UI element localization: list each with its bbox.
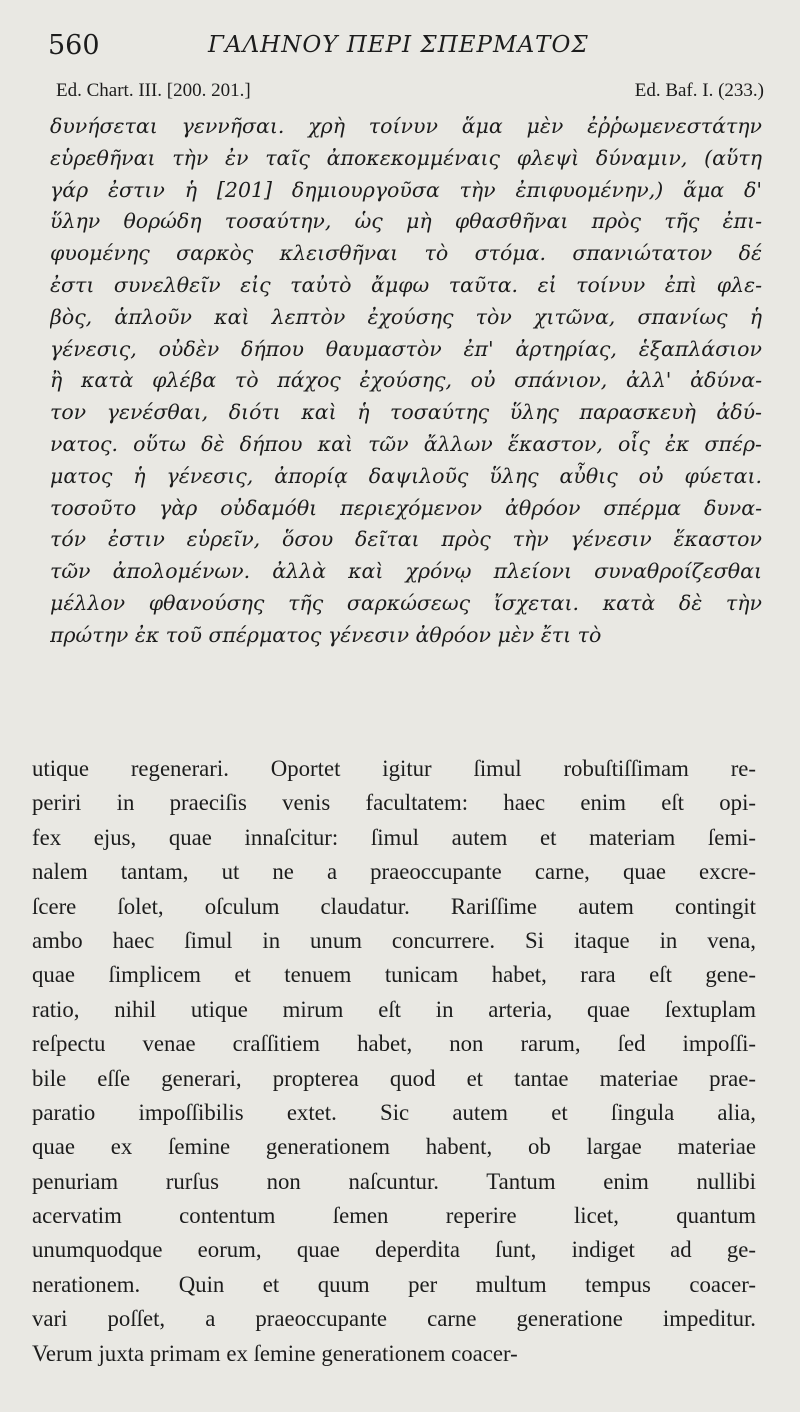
greek-text-line: τόν ἐστιν εὑρεῖν, ὅσου δεῖται πρὸς τὴν γένεσιν ἕκαστον — [50, 527, 762, 552]
latin-text-line: quae ſimplicem et tenuem tunicam habet, rara eſt gene- — [32, 962, 756, 988]
latin-text-block — [32, 752, 756, 1371]
latin-text-line: ambo haec ſimul in unum concurrere. Si itaque in vena, — [32, 927, 756, 953]
edition-reference-right: Ed. Baf. I. (233.) — [634, 80, 764, 101]
page-number: 560 — [48, 30, 100, 61]
greek-text-line: βὸς, ἁπλοῦν καὶ λεπτὸν ἐχούσης τὸν χιτῶνα, σπανίως ἡ — [50, 304, 762, 329]
latin-text-line: unumquodque eorum, quae deperdita ſunt, indiget ad ge- — [32, 1237, 756, 1263]
greek-text-line: εὑρεθῆναι τὴν ἐν ταῖς ἀποκεκομμέναις φλεψὶ δύναμιν, (αὕτη — [50, 145, 762, 170]
latin-text-line: acervatim contentum ſemen reperire licet, quantum — [32, 1203, 756, 1229]
page-header — [48, 28, 762, 68]
greek-text-line: πρώτην ἐκ τοῦ σπέρματος γένεσιν ἀθρόον μὲν ἔτι τὸ — [50, 622, 602, 647]
latin-text-line: reſpectu venae craſſitiem habet, non rarum, ſed impoſſi- — [32, 1031, 756, 1057]
greek-text-block — [50, 111, 762, 652]
running-title: ΓΑΛΗΝΟΥ ΠΕΡΙ ΣΠΕΡΜΑΤΟΣ — [208, 32, 589, 58]
greek-text-line: τον γενέσθαι, διότι καὶ ἡ τοσαύτης ὕλης παρασκευὴ ἀδύ- — [50, 400, 762, 425]
greek-text-line: τοσοῦτο γὰρ οὐδαμόθι περιεχόμενον ἀθρόον σπέρμα δυνα- — [50, 495, 762, 520]
greek-text-line: ὕλην θορώδη τοσαύτην, ὡς μὴ φθασθῆναι πρὸς τῆς ἐπι- — [50, 209, 762, 234]
greek-text-line: φυομένης σαρκὸς κλεισθῆναι τὸ στόμα. σπανιώτατον δέ — [50, 241, 762, 266]
greek-text-line: ματος ἡ γένεσις, ἀπορίᾳ δαψιλοῦς ὕλης αὖθις οὐ φύεται. — [50, 463, 762, 488]
greek-text-line: τῶν ἀπολομένων. ἀλλὰ καὶ χρόνῳ πλείονι συναθροίζεσθαι — [50, 559, 762, 584]
greek-text-line: ἢ κατὰ φλέβα τὸ πάχος ἐχούσης, οὐ σπάνιον, ἀλλ' ἀδύνα- — [50, 368, 762, 393]
latin-text-line: Verum juxta primam ex ſemine generationem coacer- — [32, 1340, 518, 1366]
latin-text-line: ratio, nihil utique mirum eſt in arteria, quae ſextuplam — [32, 996, 756, 1022]
latin-text-line: nalem tantam, ut ne a praeoccupante carne, quae excre- — [32, 859, 756, 885]
latin-text-line: penuriam rurſus non naſcuntur. Tantum enim nullibi — [32, 1168, 756, 1194]
latin-text-line: periri in praeciſis venis facultatem: haec enim eſt opi- — [32, 790, 756, 816]
latin-text-line: quae ex ſemine generationem habent, ob largae materiae — [32, 1134, 756, 1160]
latin-text-line: ſcere ſolet, oſculum claudatur. Rariſſime autem contingit — [32, 893, 756, 919]
greek-text-line: νατος. οὕτω δὲ δήπου καὶ τῶν ἄλλων ἕκαστον, οἷς ἐκ σπέρ- — [50, 431, 762, 456]
greek-text-line: γένεσις, οὐδὲν δήπου θαυμαστὸν ἐπ' ἀρτηρίας, ἑξαπλάσιον — [50, 336, 762, 361]
latin-text-line: nerationem. Quin et quum per multum tempus coacer- — [32, 1271, 756, 1297]
latin-text-line: paratio impoſſibilis extet. Sic autem et ſingula alia, — [32, 1099, 756, 1125]
edition-reference-left: Ed. Chart. III. [200. 201.] — [56, 80, 251, 101]
latin-text-line: bile eſſe generari, propterea quod et tantae materiae prae- — [32, 1065, 756, 1091]
greek-text-line: γάρ ἐστιν ἡ [201] δημιουργοῦσα τὴν ἐπιφυομένην,) ἅμα δ' — [50, 177, 762, 202]
latin-text-line: utique regenerari. Oportet igitur ſimul robuſtiſſimam re- — [32, 756, 756, 781]
latin-text-line: fex ejus, quae innaſcitur: ſimul autem et materiam ſemi- — [32, 824, 756, 850]
greek-text-line: δυνήσεται γεννῆσαι. χρὴ τοίνυν ἅμα μὲν ἐῤῥωμενεστάτην — [50, 114, 762, 138]
greek-text-line: ἐστι συνελθεῖν εἰς ταὐτὸ ἄμφω ταῦτα. εἰ τοίνυν ἐπὶ φλε- — [50, 272, 762, 297]
latin-text-line: vari poſſet, a praeoccupante carne generatione impeditur. — [32, 1306, 756, 1332]
greek-text-line: μέλλον φθανούσης τῆς σαρκώσεως ἴσχεται. κατὰ δὲ τὴν — [50, 590, 762, 615]
edition-references — [56, 80, 764, 110]
